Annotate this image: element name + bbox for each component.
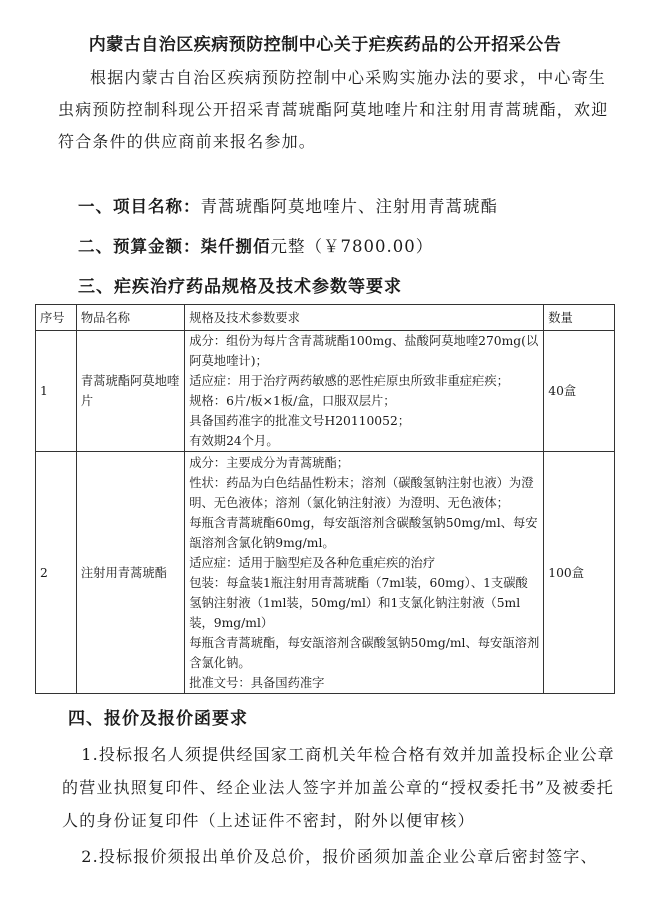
spec-line: 适应症：适用于脑型疟及各种危重疟疾的治疗 <box>189 555 436 570</box>
section-1-label: 一、项目名称： <box>78 197 201 216</box>
row-1-no: 1 <box>36 331 77 452</box>
row-2-no: 2 <box>36 452 77 694</box>
spec-line: 批准文号：具备国药准字 <box>189 675 325 690</box>
section-2-amount: 元整（￥7800.00） <box>270 237 434 256</box>
row-2-spec <box>185 452 544 694</box>
section-2-amount-words: 柒仟捌佰 <box>200 237 271 256</box>
spec-line: 规格：6片/板×1板/盒，口服双层片； <box>189 394 396 408</box>
row-1-name: 青蒿琥酯阿莫地喹片 <box>76 331 184 452</box>
section-2-label: 二、预算金额： <box>78 237 201 256</box>
section-project-name <box>78 193 498 217</box>
section-budget <box>78 233 433 257</box>
spec-line: 性状：药品为白色结晶性粉末；溶剂（碳酸氢钠注射也液）为澄明、无色液体；溶剂（氯化钠注射液）为澄明、无色液体； <box>189 475 534 510</box>
section-3-heading: 三、疟疾治疗药品规格及技术参数等要求 <box>78 277 402 297</box>
spec-line: 成分：组份为每片含青蒿琥酯100mg、盐酸阿莫地喹270mg(以阿莫地喹计)； <box>189 334 539 368</box>
document-title: 内蒙古自治区疾病预防控制中心关于疟疾药品的公开招采公告 <box>88 35 562 55</box>
row-2-name: 注射用青蒿琥酯 <box>76 452 184 694</box>
spec-line: 成分：主要成分为青蒿琥酯； <box>189 455 350 470</box>
row-1-spec <box>185 331 544 452</box>
spec-line: 具备国药准字的批准文号H20110052； <box>189 414 411 428</box>
spec-line: 包装：每盒装1瓶注射用青蒿琥酯（7ml装，60mg）、1支碳酸氢钠注射液（1ml装，50mg/ml）和1支氯化钠注射液（5ml装，9mg/ml） <box>189 575 528 630</box>
section-1-value: 青蒿琥酯阿莫地喹片、注射用青蒿琥酯 <box>200 197 498 216</box>
table-row <box>36 331 615 452</box>
spec-line: 有效期24个月。 <box>189 434 279 448</box>
row-2-qty: 100盒 <box>544 452 615 694</box>
requirement-item-2: 2.投标报价须报出单价及总价，报价函须加盖企业公章后密封签字、 <box>81 847 598 866</box>
row-1-qty: 40盒 <box>544 331 615 452</box>
spec-line: 每瓶含青蒿琥酯，每安瓿溶剂含碳酸氢钠50mg/ml、每安瓿溶剂含氯化钠。 <box>189 635 540 670</box>
section-4-heading: 四、报价及报价函要求 <box>68 709 248 729</box>
header-qty: 数量 <box>544 305 615 331</box>
spec-line: 适应症：用于治疗两药敏感的恶性疟原虫所致非重症疟疾； <box>189 374 509 388</box>
spec-table <box>35 304 615 694</box>
table-row <box>36 452 615 694</box>
requirement-item-1: 1.投标报名人须提供经国家工商机关年检合格有效并加盖投标企业公章的营业执照复印件、经企业法人签字并加盖公章的“授权委托书”及被委托人的身份证复印件（上述证件不密封，附外以便审核） <box>62 745 615 830</box>
spec-line: 每瓶含青蒿琥酯60mg，每安瓿溶剂含碳酸氢钠50mg/ml、每安瓿溶剂含氯化钠9mg/ml。 <box>189 515 538 550</box>
header-spec: 规格及技术参数要求 <box>185 305 544 331</box>
header-name: 物品名称 <box>76 305 184 331</box>
intro-paragraph: 根据内蒙古自治区疾病预防控制中心采购实施办法的要求，中心寄生虫病预防控制科现公开招采青蒿琥酯阿莫地喹片和注射用青蒿琥酯，欢迎符合条件的供应商前来报名参加。 <box>58 68 609 151</box>
header-no: 序号 <box>36 305 77 331</box>
table-header-row <box>36 305 615 331</box>
